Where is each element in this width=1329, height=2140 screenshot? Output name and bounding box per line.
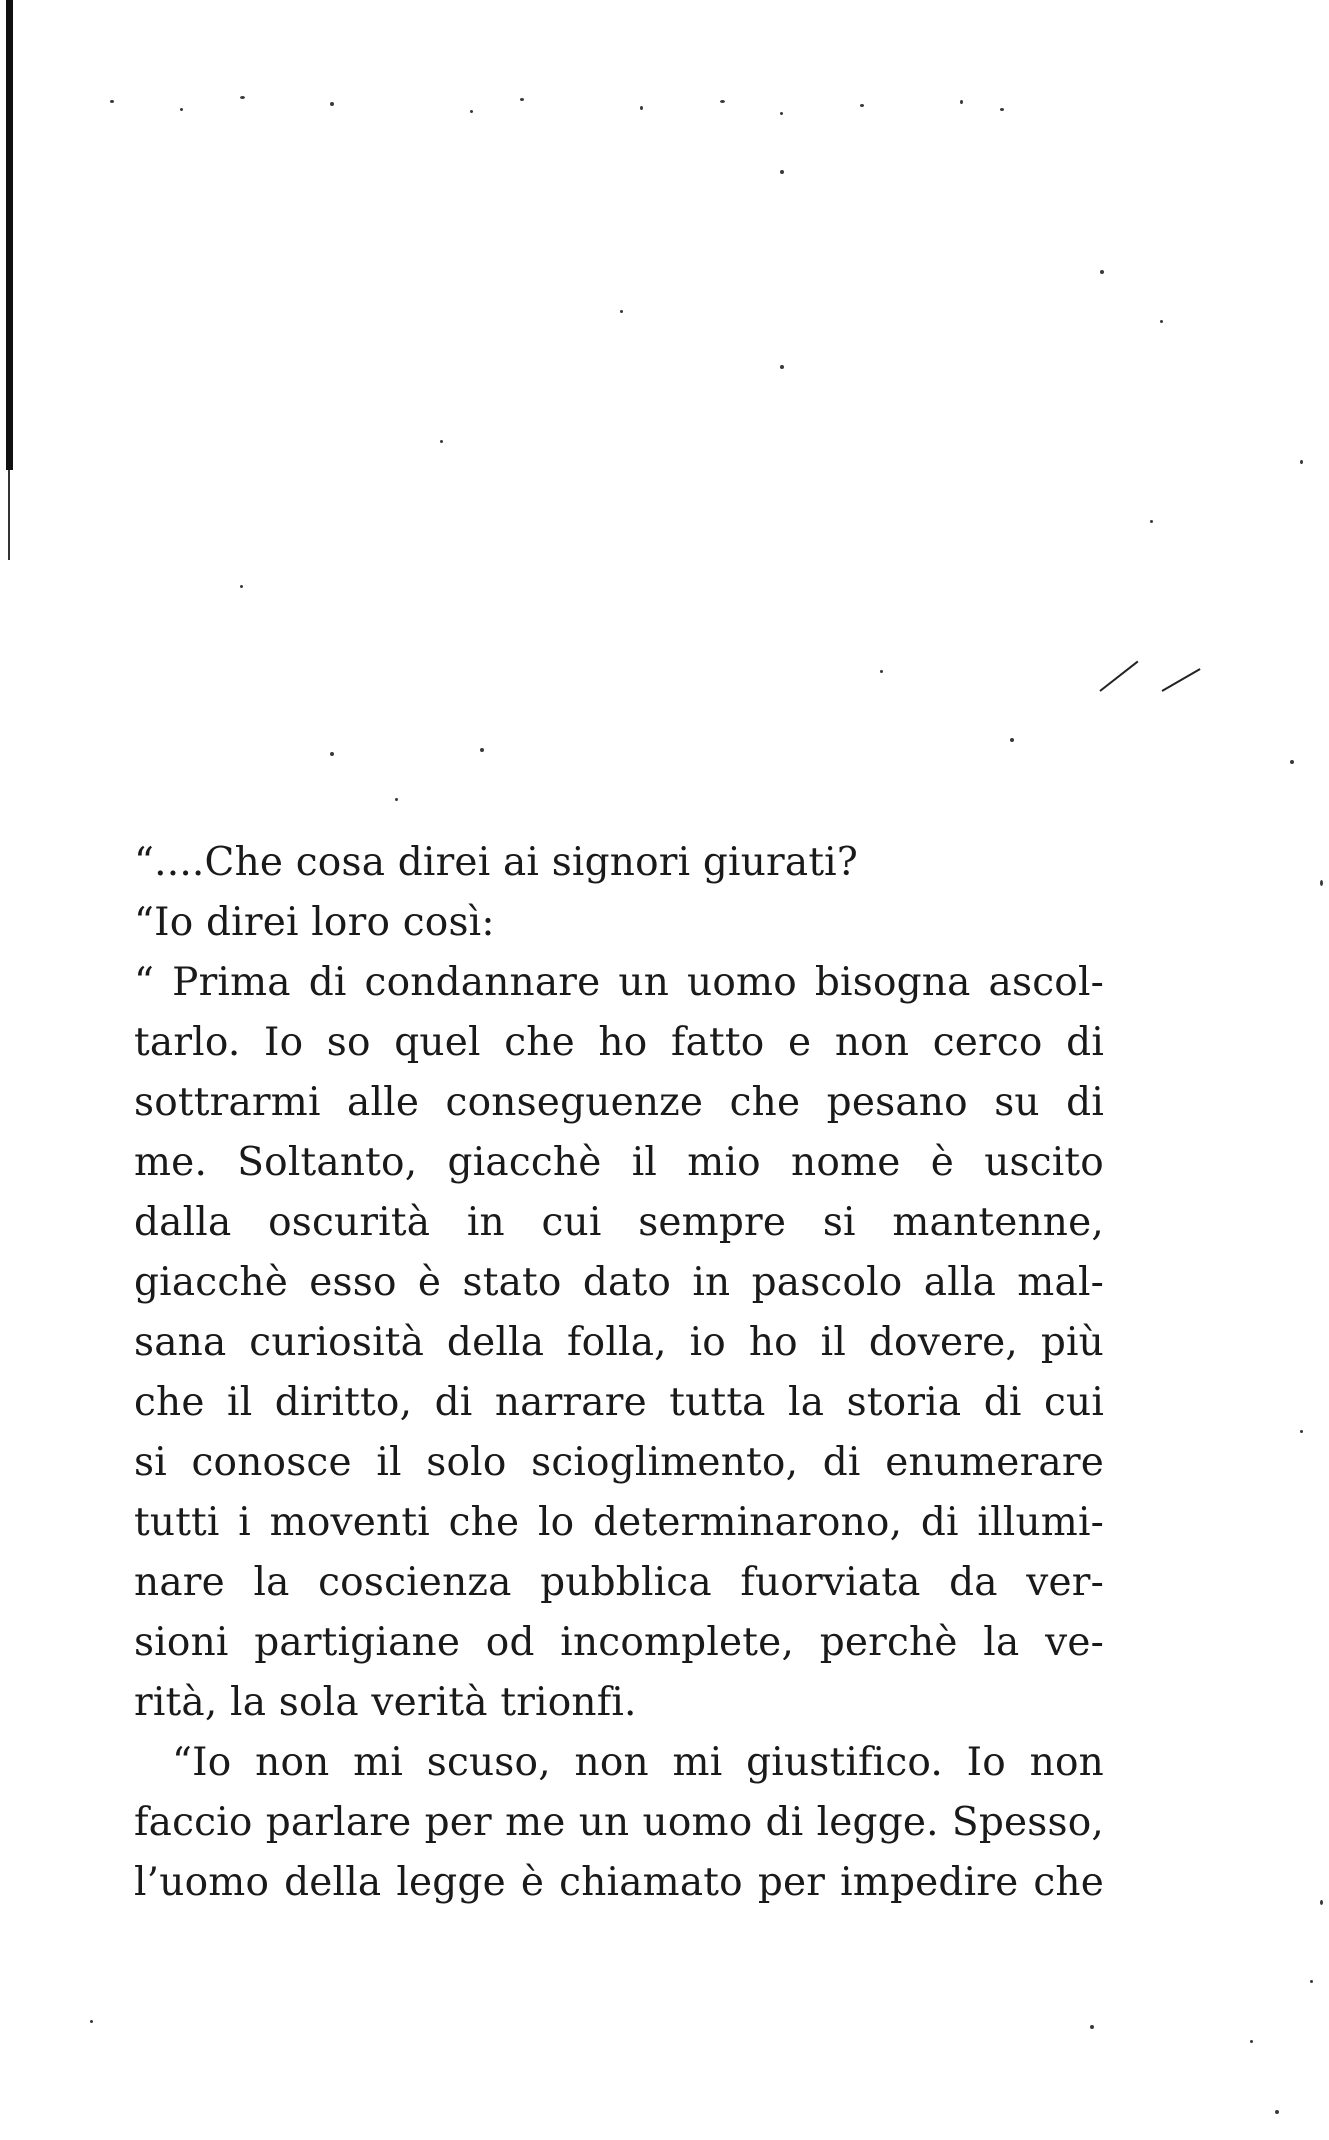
text-line: me. Soltanto, giacchè il mio nome è uscito xyxy=(134,1140,1104,1185)
text-line: “Io direi loro così: xyxy=(134,900,495,945)
page-edge-rule-thin xyxy=(8,470,10,560)
text-line: rità, la sola verità trionfi. xyxy=(134,1680,637,1725)
text-line: si conosce il solo scioglimento, di enumerare xyxy=(134,1440,1104,1485)
text-line: “ Prima di condannare un uomo bisogna ascol- xyxy=(134,960,1104,1005)
page-text xyxy=(134,833,1104,1913)
text-line: tarlo. Io so quel che ho fatto e non cerco di xyxy=(134,1020,1104,1065)
text-line: “....Che cosa direi ai signori giurati? xyxy=(134,840,858,885)
text-line: “Io non mi scuso, non mi giustifico. Io non xyxy=(172,1740,1104,1785)
text-line: sana curiosità della folla, io ho il dovere, più xyxy=(134,1320,1104,1365)
text-line: tutti i moventi che lo determinarono, di illumi- xyxy=(134,1500,1104,1545)
text-line: sottrarmi alle conseguenze che pesano su di xyxy=(134,1080,1104,1125)
text-line: dalla oscurità in cui sempre si mantenne, xyxy=(134,1200,1104,1245)
text-line: l’uomo della legge è chiamato per impedire che xyxy=(134,1860,1104,1905)
text-line: nare la coscienza pubblica fuorviata da ver- xyxy=(134,1560,1104,1605)
text-line: giacchè esso è stato dato in pascolo alla mal- xyxy=(134,1260,1104,1305)
text-line: che il diritto, di narrare tutta la storia di cui xyxy=(134,1380,1104,1425)
text-line: sioni partigiane od incomplete, perchè la ve- xyxy=(134,1620,1104,1665)
text-line: faccio parlare per me un uomo di legge. Spesso, xyxy=(134,1800,1104,1845)
page-edge-rule xyxy=(6,0,13,470)
